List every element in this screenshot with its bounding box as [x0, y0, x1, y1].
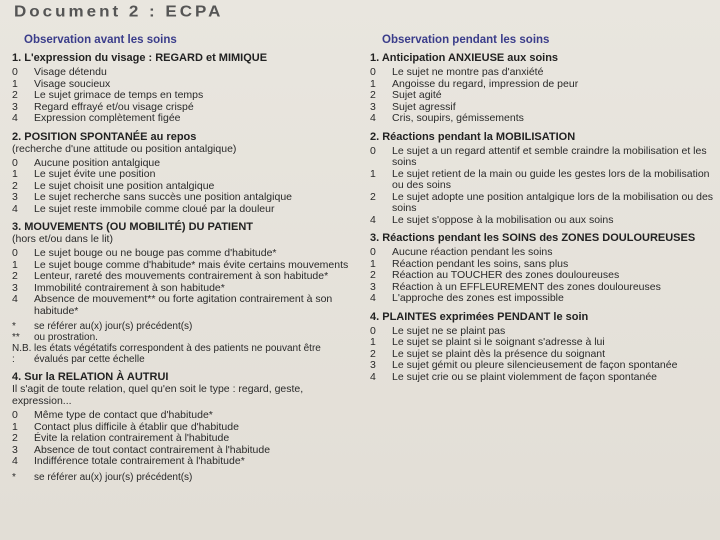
section-title: 4. Sur la RELATION À AUTRUI — [12, 371, 169, 383]
score-section — [370, 232, 715, 305]
left-column — [12, 34, 357, 489]
score-description: Réaction à un EFFLEUREMENT des zones douloureuses — [392, 280, 661, 293]
footnote — [12, 343, 357, 365]
score-item — [12, 294, 357, 317]
section-subtitle: Il s'agit de toute relation, quel qu'en soit le type : regard, geste, expression... — [12, 383, 304, 407]
section-title: 1. Anticipation ANXIEUSE aux soins — [370, 52, 559, 64]
score-number: 1 — [12, 420, 18, 433]
score-description: Absence de tout contact contrairement à l'habitude — [34, 443, 271, 456]
score-number: 3 — [370, 359, 376, 371]
score-description: Regard effrayé et/ou visage crispé — [34, 100, 194, 113]
score-description: Indifférence totale contrairement à l'habitude* — [34, 455, 245, 467]
section-title: 3. Réactions pendant les SOINS des ZONES DOULOUREUSES — [370, 232, 696, 244]
score-item — [370, 67, 715, 79]
score-number: 3 — [370, 280, 376, 293]
score-description: Le sujet évite une position — [34, 168, 156, 180]
score-section — [12, 371, 357, 483]
left-column-header: Observation avant les soins — [24, 34, 177, 46]
score-description: L'approche des zones est impossible — [392, 292, 564, 304]
right-column-header: Observation pendant les soins — [382, 34, 550, 46]
footnote-marker: ** — [12, 332, 20, 343]
score-number: 3 — [370, 100, 376, 113]
score-item — [12, 169, 357, 181]
score-number: 4 — [12, 455, 18, 467]
score-item — [12, 113, 357, 125]
score-description: Le sujet se plaint si le soignant s'adresse à lui — [392, 336, 605, 348]
section-notes — [12, 472, 357, 483]
footnote-marker: * — [12, 321, 16, 332]
score-section — [12, 131, 357, 216]
section-title: 2. POSITION SPONTANÉE au repos — [12, 130, 197, 143]
score-description: Visage détendu — [34, 66, 107, 78]
score-item-list — [12, 158, 357, 216]
score-item — [12, 192, 357, 204]
score-number: 0 — [370, 66, 376, 78]
score-item-list — [370, 247, 715, 305]
score-section — [370, 131, 715, 227]
score-item — [370, 169, 715, 192]
score-number: 2 — [12, 179, 18, 192]
score-description: Expression complètement figée — [34, 112, 181, 124]
score-section — [370, 52, 715, 125]
right-column — [370, 34, 715, 389]
score-item-list — [12, 67, 357, 125]
score-item — [12, 456, 357, 468]
footnote — [12, 332, 357, 343]
score-item — [370, 146, 715, 169]
score-description: Aucune réaction pendant les soins — [392, 246, 553, 258]
score-number: 4 — [370, 292, 376, 304]
score-number: 2 — [370, 89, 376, 101]
footnote-text: se référer au(x) jour(s) précédent(s) — [34, 321, 193, 332]
score-description: Le sujet bouge ou ne bouge pas comme d'habitude* — [34, 247, 277, 259]
score-number: 0 — [370, 144, 376, 157]
score-number: 0 — [370, 246, 376, 258]
score-number: 1 — [370, 77, 376, 90]
score-description: Lenteur, rareté des mouvements contrairement à son habitude* — [34, 270, 329, 282]
score-description: Cris, soupirs, gémissements — [392, 112, 524, 124]
score-number: 1 — [12, 258, 18, 271]
score-number: 0 — [12, 409, 18, 421]
score-description: Le sujet s'oppose à la mobilisation ou aux soins — [392, 213, 614, 226]
score-number: 3 — [12, 100, 18, 113]
score-item — [12, 67, 357, 79]
score-number: 0 — [12, 156, 18, 169]
score-description: Le sujet bouge comme d'habitude* mais évite certains mouvements — [34, 258, 349, 271]
score-number: 2 — [370, 269, 376, 281]
score-description: Contact plus difficile à établir que d'habitude — [34, 420, 239, 433]
score-item-list — [370, 146, 715, 227]
right-sections — [370, 52, 715, 383]
score-description: Le sujet a un regard attentif et semble craindre la mobilisation et les soins — [392, 144, 707, 168]
score-description: Réaction au TOUCHER des zones douloureuses — [392, 269, 620, 281]
score-item-list — [370, 326, 715, 384]
score-item — [370, 90, 715, 102]
footnote-text: ou prostration. — [34, 332, 98, 343]
score-number: 0 — [12, 66, 18, 78]
score-description: Le sujet gémit ou pleure silencieusement de façon spontanée — [392, 359, 678, 371]
score-description: Même type de contact que d'habitude* — [34, 409, 213, 421]
section-notes — [12, 321, 357, 365]
section-title: 2. Réactions pendant la MOBILISATION — [370, 130, 576, 143]
score-item-list — [12, 248, 357, 317]
score-item — [12, 204, 357, 216]
score-number: 4 — [12, 293, 18, 305]
section-title: 3. MOUVEMENTS (OU MOBILITÉ) DU PATIENT — [12, 221, 253, 233]
score-description: Le sujet se plaint dès la présence du soignant — [392, 347, 606, 360]
score-number: 3 — [12, 443, 18, 456]
footnote-marker: * — [12, 471, 16, 483]
score-description: Sujet agressif — [392, 100, 456, 113]
footnote-marker: N.B. : — [12, 343, 32, 365]
score-description: Le sujet adopte une position antalgique lors de la mobilisation ou des soins — [392, 190, 714, 214]
score-number: 1 — [370, 336, 376, 348]
score-description: Immobilité contrairement à son habitude* — [34, 281, 225, 294]
score-item — [370, 372, 715, 384]
score-description: Évite la relation contrairement à l'habitude — [34, 432, 230, 444]
score-item — [370, 360, 715, 372]
score-number: 4 — [370, 112, 376, 124]
section-title: 4. PLAINTES exprimées PENDANT le soin — [370, 310, 589, 323]
score-number: 0 — [370, 324, 376, 337]
footnote — [12, 472, 357, 483]
score-item — [12, 271, 357, 283]
section-subtitle: (recherche d'une attitude ou position antalgique) — [12, 142, 237, 155]
score-number: 3 — [12, 281, 18, 294]
score-number: 4 — [370, 213, 376, 226]
score-description: Le sujet ne se plaint pas — [392, 324, 506, 337]
score-item — [370, 270, 715, 282]
score-number: 3 — [12, 191, 18, 203]
score-number: 2 — [12, 270, 18, 282]
score-section — [12, 221, 357, 365]
score-section — [12, 52, 357, 125]
score-description: Angoisse du regard, impression de peur — [392, 77, 579, 90]
score-item — [12, 90, 357, 102]
score-description: Réaction pendant les soins, sans plus — [392, 257, 569, 270]
score-description: Absence de mouvement** ou forte agitation contrairement à son habitude* — [34, 293, 333, 317]
section-title: 1. L'expression du visage : REGARD et MIMIQUE — [12, 52, 268, 64]
score-description: Le sujet recherche sans succès une position antalgique — [34, 191, 292, 203]
score-item-list — [12, 410, 357, 468]
score-description: Le sujet choisit une position antalgique — [34, 179, 215, 192]
score-description: Le sujet retient de la main ou guide les gestes lors de la mobilisation ou des soins — [392, 167, 710, 191]
score-item — [370, 113, 715, 125]
score-number: 1 — [370, 257, 376, 270]
score-description: Le sujet ne montre pas d'anxiété — [392, 66, 544, 78]
score-item — [370, 337, 715, 349]
footnote-text: les états végétatifs correspondent à des patients ne pouvant être évalués par cette échelle — [34, 343, 321, 365]
score-number: 0 — [12, 247, 18, 259]
score-number: 4 — [12, 202, 18, 215]
score-description: Le sujet crie ou se plaint violemment de façon spontanée — [392, 370, 657, 383]
score-description: Sujet agité — [392, 89, 442, 101]
score-number: 1 — [12, 77, 18, 90]
score-number: 4 — [370, 370, 376, 383]
score-number: 1 — [12, 168, 18, 180]
footnote — [12, 321, 357, 332]
score-number: 2 — [370, 190, 376, 203]
score-description: Le sujet grimace de temps en temps — [34, 89, 204, 101]
score-item — [370, 247, 715, 259]
score-item — [370, 215, 715, 227]
score-section — [370, 311, 715, 384]
score-item — [12, 410, 357, 422]
section-subtitle: (hors et/ou dans le lit) — [12, 233, 113, 245]
score-description: Le sujet reste immobile comme cloué par la douleur — [34, 202, 275, 215]
score-number: 2 — [12, 89, 18, 101]
score-item — [370, 192, 715, 215]
score-number: 2 — [12, 432, 18, 444]
footnote-text: se référer au(x) jour(s) précédent(s) — [34, 471, 193, 483]
left-sections — [12, 52, 357, 483]
score-description: Visage soucieux — [34, 77, 111, 90]
score-item — [12, 433, 357, 445]
score-item-list — [370, 67, 715, 125]
score-number: 4 — [12, 112, 18, 124]
score-number: 2 — [370, 347, 376, 360]
score-description: Aucune position antalgique — [34, 156, 161, 169]
score-number: 1 — [370, 167, 376, 180]
score-item — [370, 293, 715, 305]
document-title: Document 2 : ECPA — [14, 3, 224, 21]
score-item — [12, 248, 357, 260]
